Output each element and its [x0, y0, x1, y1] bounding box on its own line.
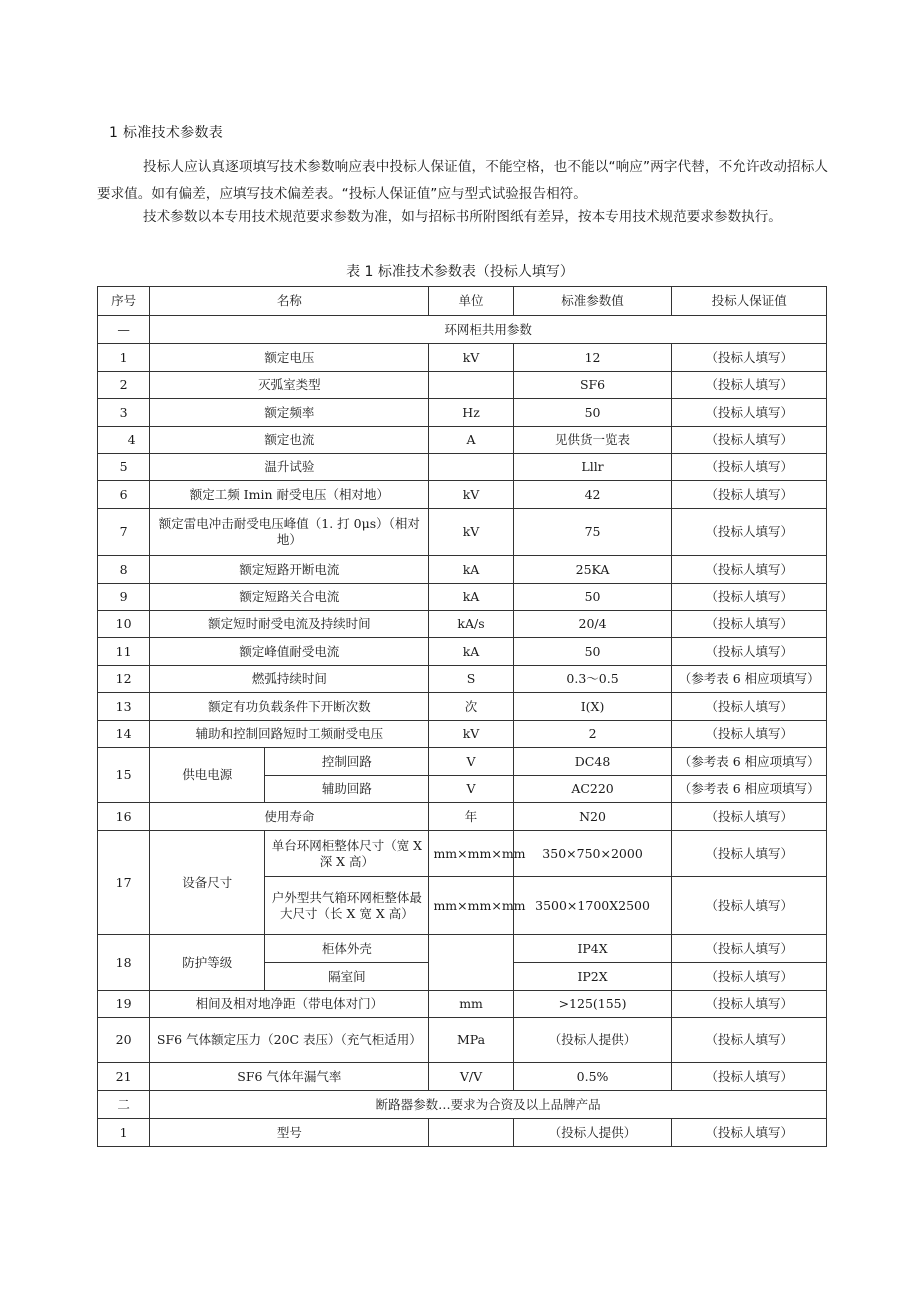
header-seq: 序号 [98, 287, 150, 316]
section-title: 环网柜共用参数 [150, 316, 827, 344]
row-unit: kV [429, 509, 513, 556]
row-standard-value: 50 [513, 638, 672, 666]
row-bidder-value: （投标人填写） [672, 721, 827, 748]
table-row [98, 935, 827, 963]
row-standard-value: （投标人提供） [513, 1119, 672, 1147]
row-name: 额定频率 [150, 399, 429, 427]
row-subname: 控制回路 [265, 748, 429, 776]
row-unit: 次 [429, 693, 513, 721]
row-unit: kA [429, 556, 513, 584]
row-subname: 辅助回路 [265, 776, 429, 803]
table-row [98, 584, 827, 611]
row-name: 型号 [150, 1119, 429, 1147]
row-name: 额定短路关合电流 [150, 584, 429, 611]
row-bidder-value: （投标人填写） [672, 991, 827, 1018]
row-unit [429, 935, 513, 991]
row-standard-value: 75 [513, 509, 672, 556]
row-standard-value: DC48 [513, 748, 672, 776]
row-standard-value: （投标人提供） [513, 1018, 672, 1063]
row-seq: 1 [98, 1119, 150, 1147]
section-title: 断路器参数…要求为合资及以上品牌产品 [150, 1091, 827, 1119]
row-seq: 12 [98, 666, 150, 693]
row-bidder-value: （投标人填写） [672, 584, 827, 611]
row-group-name: 供电电源 [150, 748, 265, 803]
table-row [98, 427, 827, 454]
table-row [98, 611, 827, 638]
row-name: 额定也流 [150, 427, 429, 454]
row-seq: 2 [98, 372, 150, 399]
table-row [98, 991, 827, 1018]
row-standard-value: 25KA [513, 556, 672, 584]
row-name: 额定短时耐受电流及持续时间 [150, 611, 429, 638]
table-row [98, 803, 827, 831]
row-name: 辅助和控制回路短时工频耐受电压 [150, 721, 429, 748]
row-unit: kA [429, 584, 513, 611]
row-standard-value: 50 [513, 584, 672, 611]
table-row [98, 666, 827, 693]
row-bidder-value: （投标人填写） [672, 399, 827, 427]
row-seq: 17 [98, 831, 150, 935]
section-seq: 二 [98, 1091, 150, 1119]
section-row [98, 1091, 827, 1119]
row-subname: 户外型共气箱环网柜整体最大尺寸（长 X 宽 X 高） [265, 877, 429, 935]
row-bidder-value: （投标人填写） [672, 803, 827, 831]
row-unit: MPa [429, 1018, 513, 1063]
row-standard-value: IP4X [513, 935, 672, 963]
row-unit: A [429, 427, 513, 454]
section-seq: — [98, 316, 150, 344]
row-bidder-value: （投标人填写） [672, 427, 827, 454]
row-standard-value: Lllr [513, 454, 672, 481]
row-seq: 4 [98, 427, 150, 454]
row-unit: S [429, 666, 513, 693]
row-bidder-value: （投标人填写） [672, 372, 827, 399]
row-bidder-value: （参考表 6 相应项填写） [672, 776, 827, 803]
row-standard-value: AC220 [513, 776, 672, 803]
row-seq: 16 [98, 803, 150, 831]
header-name: 名称 [150, 287, 429, 316]
table-row [98, 831, 827, 877]
row-bidder-value: （投标人填写） [672, 344, 827, 372]
row-standard-value: N20 [513, 803, 672, 831]
row-standard-value: IP2X [513, 963, 672, 991]
row-bidder-value: （投标人填写） [672, 638, 827, 666]
row-standard-value: SF6 [513, 372, 672, 399]
table-header-row [98, 287, 827, 316]
row-seq: 10 [98, 611, 150, 638]
row-group-name: 防护等级 [150, 935, 265, 991]
table-row [98, 509, 827, 556]
row-subname: 单台环网柜整体尺寸（宽 X 深 X 高） [265, 831, 429, 877]
row-name: 额定峰值耐受电流 [150, 638, 429, 666]
instruction-paragraph-2: 技术参数以本专用技术规范要求参数为准，如与招标书所附图纸有差异，按本专用技术规范要求参数执行。 [143, 209, 782, 225]
row-bidder-value: （投标人填写） [672, 935, 827, 963]
row-bidder-value: （投标人填写） [672, 1063, 827, 1091]
row-name: 灭弧室类型 [150, 372, 429, 399]
row-bidder-value: （投标人填写） [672, 877, 827, 935]
table-row [98, 1063, 827, 1091]
row-standard-value: >125(155) [513, 991, 672, 1018]
row-unit: kV [429, 721, 513, 748]
row-bidder-value: （投标人填写） [672, 611, 827, 638]
row-standard-value: I(X) [513, 693, 672, 721]
row-standard-value: 20/4 [513, 611, 672, 638]
row-seq: 20 [98, 1018, 150, 1063]
row-unit: kV [429, 344, 513, 372]
table-row [98, 1018, 827, 1063]
row-subname: 柜体外壳 [265, 935, 429, 963]
row-bidder-value: （投标人填写） [672, 481, 827, 509]
row-name: 燃弧持续时间 [150, 666, 429, 693]
row-seq: 19 [98, 991, 150, 1018]
row-seq: 7 [98, 509, 150, 556]
row-seq: 18 [98, 935, 150, 991]
table-row [98, 344, 827, 372]
row-bidder-value: （投标人填写） [672, 831, 827, 877]
row-bidder-value: （参考表 6 相应项填写） [672, 666, 827, 693]
row-name: 额定电压 [150, 344, 429, 372]
row-unit: kV [429, 481, 513, 509]
row-seq: 6 [98, 481, 150, 509]
row-standard-value: 见供货一览表 [513, 427, 672, 454]
table-row [98, 1119, 827, 1147]
row-standard-value: 42 [513, 481, 672, 509]
row-bidder-value: （投标人填写） [672, 693, 827, 721]
table-row [98, 748, 827, 776]
row-unit: 年 [429, 803, 513, 831]
row-unit [429, 1119, 513, 1147]
row-name: SF6 气体年漏气率 [150, 1063, 429, 1091]
table-row [98, 556, 827, 584]
instruction-paragraph-1: 投标人应认真逐项填写技术参数响应表中投标人保证值，不能空格，也不能以“响应”两字代替，不允许改动招标人要求值。如有偏差，应填写技术偏差表。“投标人保证值”应与型式试验报告相符。 [97, 159, 828, 202]
table-row [98, 481, 827, 509]
row-bidder-value: （投标人填写） [672, 963, 827, 991]
row-unit: kA [429, 638, 513, 666]
row-seq: 8 [98, 556, 150, 584]
row-unit: V/V [429, 1063, 513, 1091]
row-standard-value: 3500×1700X2500 [513, 877, 672, 935]
row-standard-value: 0.5% [513, 1063, 672, 1091]
row-seq: 21 [98, 1063, 150, 1091]
row-bidder-value: （投标人填写） [672, 1119, 827, 1147]
row-bidder-value: （投标人填写） [672, 556, 827, 584]
row-bidder-value: （参考表 6 相应项填写） [672, 748, 827, 776]
row-unit [429, 372, 513, 399]
table-row [98, 372, 827, 399]
section-heading: 1 标准技术参数表 [109, 125, 224, 141]
row-seq: 1 [98, 344, 150, 372]
row-bidder-value: （投标人填写） [672, 509, 827, 556]
row-seq: 14 [98, 721, 150, 748]
row-unit: V [429, 776, 513, 803]
row-standard-value: 12 [513, 344, 672, 372]
row-bidder-value: （投标人填写） [672, 1018, 827, 1063]
row-unit: mm×mm×mm [429, 877, 513, 935]
row-name: 额定雷电冲击耐受电压峰值（1. 打 0μs）（相对地） [150, 509, 429, 556]
row-standard-value: 50 [513, 399, 672, 427]
row-name: 额定有功负载条件下开断次数 [150, 693, 429, 721]
row-name: 相间及相对地净距（带电体对门） [150, 991, 429, 1018]
table-row [98, 638, 827, 666]
row-unit: mm [429, 991, 513, 1018]
table-row [98, 693, 827, 721]
table-row [98, 721, 827, 748]
section-row [98, 316, 827, 344]
row-name: 温升试验 [150, 454, 429, 481]
row-name: SF6 气体额定压力（20C 表压）（充气柜适用） [150, 1018, 429, 1063]
row-bidder-value: （投标人填写） [672, 454, 827, 481]
table-row [98, 454, 827, 481]
row-unit [429, 454, 513, 481]
table-row [98, 399, 827, 427]
table-caption: 表 1 标准技术参数表（投标人填写） [346, 264, 574, 280]
row-unit: V [429, 748, 513, 776]
row-seq: 13 [98, 693, 150, 721]
row-subname: 隔室间 [265, 963, 429, 991]
row-seq: 11 [98, 638, 150, 666]
row-name: 额定短路开断电流 [150, 556, 429, 584]
row-unit: kA/s [429, 611, 513, 638]
row-name: 额定工频 Imin 耐受电压（相对地） [150, 481, 429, 509]
row-standard-value: 2 [513, 721, 672, 748]
row-standard-value: 0.3～0.5 [513, 666, 672, 693]
row-seq: 3 [98, 399, 150, 427]
header-unit: 单位 [429, 287, 513, 316]
header-standard-value: 标准参数值 [513, 287, 672, 316]
row-standard-value: 350×750×2000 [513, 831, 672, 877]
header-bidder-value: 投标人保证值 [672, 287, 827, 316]
row-unit: mm×mm×mm [429, 831, 513, 877]
row-seq: 9 [98, 584, 150, 611]
technical-parameters-table [97, 286, 827, 1147]
row-seq: 5 [98, 454, 150, 481]
row-name: 使用寿命 [150, 803, 429, 831]
row-seq: 15 [98, 748, 150, 803]
row-unit: Hz [429, 399, 513, 427]
row-group-name: 设备尺寸 [150, 831, 265, 935]
